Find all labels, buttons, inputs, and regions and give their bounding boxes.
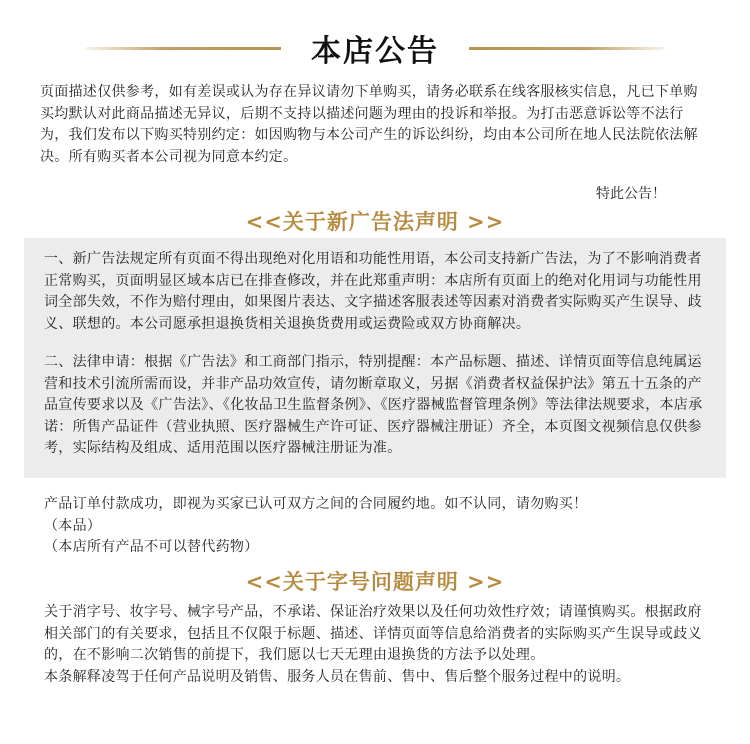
- order-line-1: 产品订单付款成功，即视为买家已认可双方之间的合同履约地。如不认同，请勿购买！: [44, 496, 588, 512]
- notice-signature: 特此公告！: [596, 186, 666, 202]
- order-line-2: （本品）: [44, 517, 102, 534]
- zihao-statement: [44, 602, 714, 688]
- ad-law-item-1: 一、新广告法规定所有页面不得出现绝对化用语和功能性用语，本公司支持新广告法，为了不影响消费者正常购买，页面明显区域本店已在排查修改，并在此郑重声明：本店所有页面上的绝对化用词与功能性用词全部失效，不作为赔付理由，如果图片表达、文字描述客服表述等因素对消费者实际购买产生误导、歧义、联想的。本公司愿承担退换货相关退换货费用或运费险或双方协商解决。: [44, 251, 702, 332]
- order-statement: [44, 494, 714, 559]
- notice-paragraph: 页面描述仅供参考，如有差误或认为存在异议请勿下单购买，请务必联系在线客服核实信息，凡已下单购买均默认对此商品描述无异议，后期不支持以描述问题为理由的投诉和举报。为打击恶意诉讼等不法行为，我们发布以下购买特别约定：如因购物与本公司产生的诉讼纠纷，均由本公司所在地人民法院依法解决。所有购买者本公司视为同意本约定。: [40, 84, 698, 165]
- left-divider: [86, 47, 281, 50]
- page-title: 本店公告: [311, 34, 439, 69]
- zihao-section-title: <<关于字号问题声明 >>: [245, 569, 505, 594]
- ad-law-item-2: 二、法律申请：根据《广告法》和工商部门指示，特别提醒：本产品标题、描述、详情页面等信息纯属运营和技术引流所需而设，并非产品功效宣传，请勿断章取义，另据《消费者权益保护法》第五十五条的产品宣传要求以及《广告法》、《化妆品卫生监督条例》、《医疗器械监督管理条例》等法律法规要求，本店承诺：所售产品证件（营业执照、医疗器械生产许可证、医疗器械注册证）齐全，本页图文视频信息仅供参考，实际结构及组成、适用范围以医疗器械注册证为准。: [44, 354, 703, 456]
- right-divider: [469, 47, 664, 50]
- zihao-paragraph-2: 本条解释凌驾于任何产品说明及销售、服务人员在售前、售中、售后整个服务过程中的说明。: [44, 668, 631, 685]
- ad-law-section-title: <<关于新广告法声明 >>: [245, 209, 505, 234]
- order-line-3: （本店所有产品不可以替代药物）: [44, 539, 259, 555]
- announcement-header: [0, 26, 750, 70]
- zihao-paragraph-1: 关于消字号、妆字号、械字号产品，不承诺、保证治疗效果以及任何功效性疗效；请谨慎购买。根据政府相关部门的有关要求，包括且不仅限于标题、描述、详情页面等信息给消费者的实际购买产生误导或歧义的，在不影响二次销售的前提下，我们愿以七天无理由退换货的方法予以处理。: [44, 604, 702, 663]
